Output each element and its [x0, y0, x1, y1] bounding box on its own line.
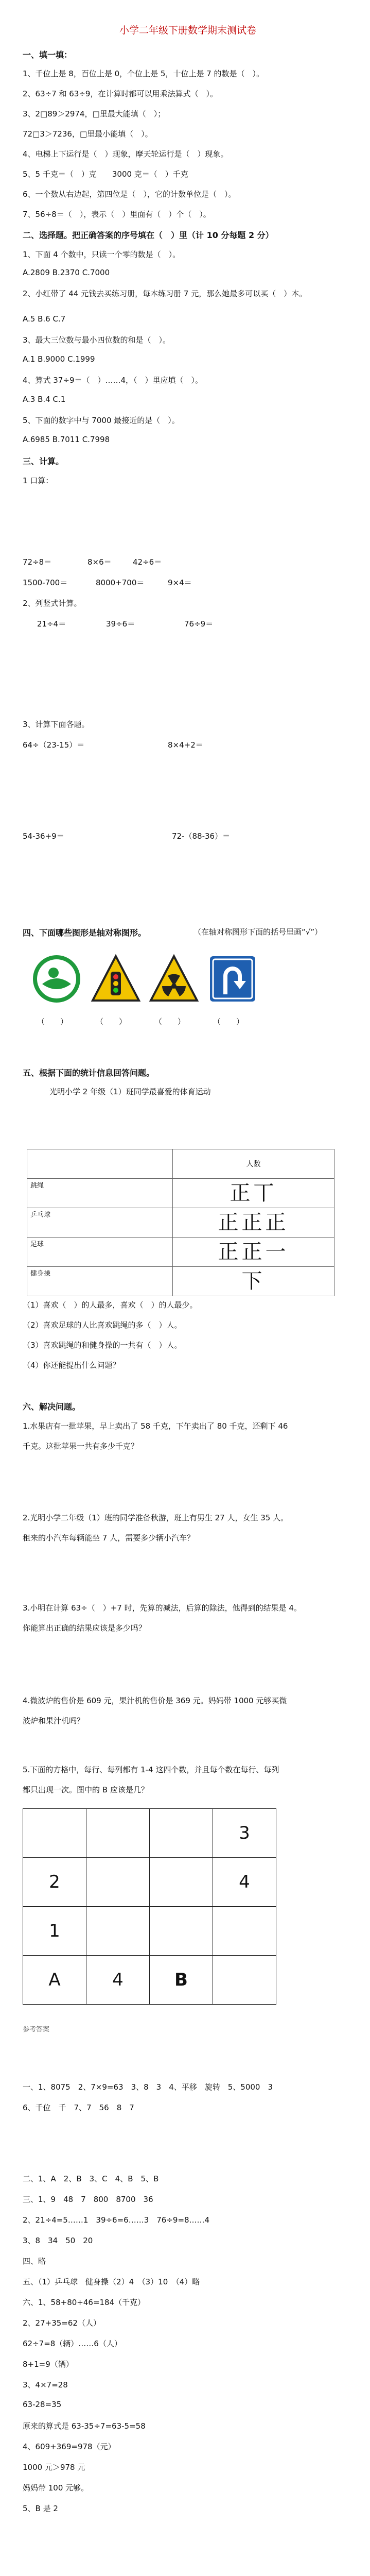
answer-line: 3、4×7=28: [23, 2380, 68, 2389]
section-heading-5: 五、根据下面的统计信息回答问题。: [23, 1068, 155, 1078]
grid-cell: 1: [23, 1907, 86, 1956]
traffic-light-sign-icon: [90, 953, 142, 1005]
problem-1-line-2: 千克。这批苹果一共有多少千克？: [23, 1442, 139, 1451]
grid-cell: 2: [23, 1858, 86, 1907]
page-title: 小学二年级下册数学期末测试卷: [119, 25, 257, 36]
sport-name: 足球: [27, 1238, 173, 1267]
grid-cell: [150, 1907, 213, 1956]
problem-4-line-2: 波炉和果汁机吗？: [23, 1716, 85, 1725]
section-4-note: （在轴对称图形下面的括号里画“√”）: [193, 927, 323, 937]
question-2-1-options: A.2809 B.2370 C.7000: [23, 268, 110, 277]
section-heading-2: 二、选择题。把正确答案的序号填在（ ）里（计 10 分每题 2 分）: [23, 230, 274, 240]
radiation-sign-icon: [148, 953, 200, 1005]
calc-subheading-3: 3、计算下面各题。: [23, 720, 90, 729]
answers-heading: 参考答案: [23, 2026, 50, 2033]
answer-bracket-3: （ ）: [154, 1017, 186, 1026]
tally-mark: 正正正: [173, 1208, 334, 1238]
calc-subheading-1: 1 口算：: [23, 476, 54, 485]
answer-line: 2、21÷4=5……1 39÷6=6……3 76÷9=8……4: [23, 2215, 210, 2225]
question-5-4: （4）你还能提出什么问题？: [23, 1361, 120, 1370]
answer-line: 三、1、9 48 7 800 8700 36: [23, 2195, 153, 2204]
section-heading-6: 六、解决问题。: [23, 1402, 81, 1412]
tally-mark: 正丅: [173, 1179, 334, 1208]
question-1-3b: 72□3＞7236，□里最小能填（ ）。: [23, 129, 153, 139]
answer-line: 6、千位 千 7、7 56 8 7: [23, 2103, 134, 2112]
question-2-3: 3、最大三位数与最小四位数的和是（ ）。: [23, 335, 171, 345]
question-1-3: 3、2□89＞2974，□里最大能填（ ）；: [23, 109, 166, 118]
answer-line: 2、27+35=62（人）: [23, 2318, 101, 2328]
grid-cell: A: [23, 1956, 86, 2005]
question-2-5: 5、下面的数字中与 7000 最接近的是（ ）。: [23, 416, 180, 425]
answer-line: 3、8 34 50 20: [23, 2236, 93, 2245]
question-2-4: 4、算式 37÷9＝（ ）……4，（ ）里应填（ ）。: [23, 376, 203, 385]
question-2-4-options: A.3 B.4 C.1: [23, 395, 66, 404]
question-5-3: （3）喜欢跳绳的和健身操的一共有（ ）人。: [23, 1341, 182, 1350]
answer-line: 1000 元＞978 元: [23, 2463, 85, 2472]
vertical-calc-3: 76÷9＝: [184, 619, 214, 629]
answer-line: 62÷7=8（辆）……6（人）: [23, 2339, 122, 2348]
sport-name: 健身操: [27, 1267, 173, 1296]
problem-4-line-1: 4.微波炉的售价是 609 元，果汁机的售价是 369 元。妈妈带 1000 元够买微: [23, 1696, 287, 1705]
section-heading-4: 四、下面哪些图形是轴对称图形。: [23, 928, 147, 938]
u-turn-sign-icon: [207, 953, 258, 1005]
answer-line: 二、1、A 2、B 3、C 4、B 5、B: [23, 2174, 159, 2183]
answer-line: 六、1、58+80+46=184（千克）: [23, 2298, 146, 2307]
green-sign-icon: [31, 953, 82, 1005]
oral-calc-3: 42÷6＝: [133, 557, 162, 567]
problem-2-line-2: 租来的小汽车每辆能坐 7 人，需要多少辆小汽车？: [23, 1533, 195, 1543]
question-1-5: 5、5 千克＝（ ）克 3000 克＝（ ）千克: [23, 170, 188, 179]
mixed-calc-2: 8×4+2＝: [168, 740, 203, 750]
question-1-6: 6、一个数从右边起，第四位是（ ），它的计数单位是（ ）。: [23, 190, 236, 199]
table-row: [27, 1267, 334, 1296]
calc-subheading-2: 2、列竖式计算。: [23, 599, 82, 608]
question-2-1: 1、下面 4 个数中，只读一个零的数是（ ）。: [23, 250, 181, 259]
problem-3-line-2: 你能算出正确的结果应该是多少吗？: [23, 1623, 147, 1633]
table-row: [27, 1179, 334, 1208]
oral-calc-1: 72÷8＝: [23, 557, 52, 567]
mixed-calc-4: 72-（88-36）＝: [172, 832, 231, 841]
answer-line: 四、略: [23, 2257, 46, 2266]
section-heading-1: 一、填一填：: [23, 50, 73, 60]
grid-cell: [213, 1956, 276, 2005]
question-2-5-options: A.6985 B.7011 C.7998: [23, 435, 110, 444]
question-5-2: （2）喜欢足球的人比喜欢跳绳的多（ ）人。: [23, 1320, 182, 1330]
table-row: [27, 1208, 334, 1238]
answer-line: 8+1=9（辆）: [23, 2360, 74, 2369]
tally-mark: 正正一: [173, 1238, 334, 1267]
number-grid: [23, 1808, 276, 2005]
table-caption: 光明小学 2 年级（1）班同学最喜爱的体育运动: [49, 1087, 211, 1096]
grid-cell: 4: [86, 1956, 150, 2005]
answer-bracket-1: （ ）: [37, 1017, 68, 1026]
count-header: 人数: [173, 1149, 334, 1179]
mixed-calc-1: 64÷（23-15）＝: [23, 740, 85, 750]
answer-bracket-2: （ ）: [96, 1017, 127, 1026]
answer-bracket-4: （ ）: [213, 1017, 244, 1026]
oral-calc-4: 1500-700＝: [23, 578, 68, 587]
question-1-4: 4、电梯上下运行是（ ）现象，摩天轮运行是（ ）现象。: [23, 149, 228, 159]
question-5-1: （1）喜欢（ ）的人最多，喜欢（ ）的人最少。: [23, 1300, 198, 1310]
grid-cell: [213, 1907, 276, 1956]
problem-3-line-1: 3.小明在计算 63÷（ ）+7 时，先算的减法，后算的除法，他得到的结果是 4。: [23, 1603, 302, 1613]
mixed-calc-3: 54-36+9＝: [23, 832, 64, 841]
grid-cell: [86, 1858, 150, 1907]
sports-tally-table: [27, 1149, 334, 1296]
grid-cell: [86, 1809, 150, 1858]
question-1-2: 2、63÷7 和 63÷9，在计算时都可以用乘法算式（ ）。: [23, 89, 218, 98]
question-2-2: 2、小红带了 44 元钱去买练习册，每本练习册 7 元，那么她最多可以买（ ）本。: [23, 289, 307, 298]
tally-mark: 下: [173, 1267, 334, 1296]
oral-calc-2: 8×6＝: [87, 557, 112, 567]
answer-line: 原来的算式是 63-35÷7=63-5=58: [23, 2421, 146, 2431]
vertical-calc-1: 21÷4＝: [37, 619, 66, 629]
answer-line: 63-28=35: [23, 2400, 62, 2409]
answer-line: 4、609+369=978（元）: [23, 2442, 116, 2451]
grid-cell: [150, 1809, 213, 1858]
question-1-7: 7、56÷8＝（ ），表示（ ）里面有（ ）个（ ）。: [23, 210, 211, 219]
answer-line: 5、B 是 2: [23, 2504, 58, 2513]
question-2-2-options: A.5 B.6 C.7: [23, 314, 66, 324]
oral-calc-5: 8000+700＝: [96, 578, 145, 587]
answer-line: 一、1、8075 2、7×9=63 3、8 3 4、平移 旋转 5、5000 3: [23, 2082, 273, 2092]
grid-cell: B: [150, 1956, 213, 2005]
grid-cell: [150, 1858, 213, 1907]
problem-5-line-1: 5.下面的方格中，每行、每列都有 1-4 这四个数，并且每个数在每行、每列: [23, 1765, 279, 1774]
grid-cell: 4: [213, 1858, 276, 1907]
sport-name: 跳绳: [27, 1179, 173, 1208]
oral-calc-6: 9×4＝: [168, 578, 192, 587]
table-row: [27, 1238, 334, 1267]
grid-cell: [86, 1907, 150, 1956]
question-2-3-options: A.1 B.9000 C.1999: [23, 354, 95, 364]
grid-cell: 3: [213, 1809, 276, 1858]
problem-1-line-1: 1.水果店有一批苹果，早上卖出了 58 千克，下午卖出了 80 千克，还剩下 46: [23, 1421, 288, 1431]
answer-line: 五、（1）乒乓球 健身操（2）4 （3）10 （4）略: [23, 2277, 200, 2286]
problem-2-line-1: 2.光明小学二年级（1）班的同学准备秋游，班上有男生 27 人，女生 35 人。: [23, 1513, 289, 1522]
section-heading-3: 三、计算。: [23, 456, 64, 466]
question-1-1: 1、千位上是 8，百位上是 0，个位上是 5，十位上是 7 的数是（ ）。: [23, 69, 265, 78]
vertical-calc-2: 39÷6＝: [106, 619, 135, 629]
grid-cell: [23, 1809, 86, 1858]
problem-5-line-2: 都只出现一次。图中的 B 应该是几？: [23, 1785, 149, 1794]
answer-line: 妈妈带 100 元够。: [23, 2483, 89, 2493]
sport-name: 乒乓球: [27, 1208, 173, 1238]
